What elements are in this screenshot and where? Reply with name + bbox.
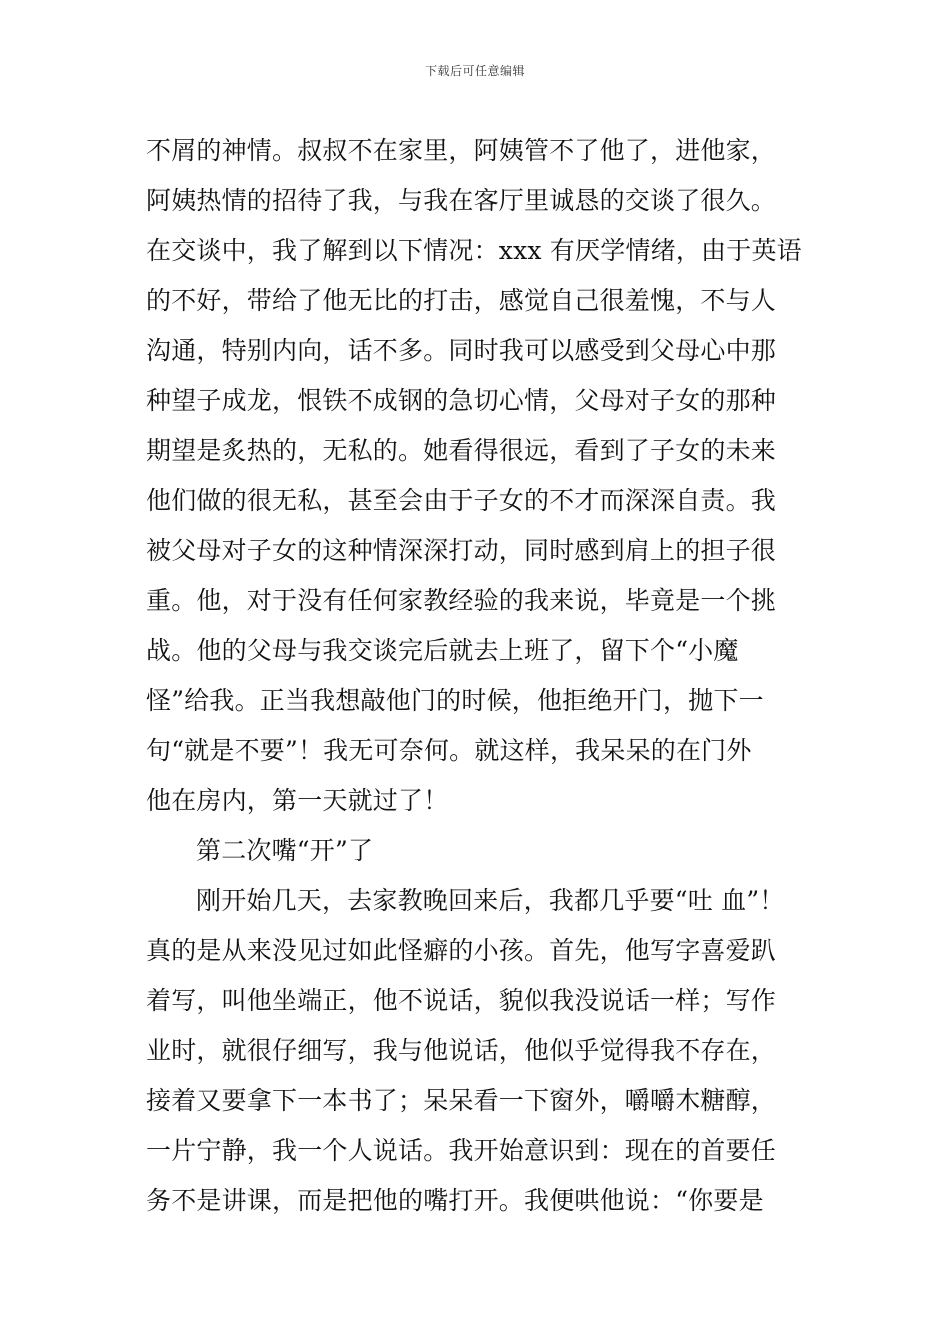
paragraph-line: 句“就是不要”！我无可奈何。就这样，我呆呆的在门外 — [146, 736, 752, 765]
paragraph-line: 在交谈中，我了解到以下情况：xxx 有厌学情绪，由于英语 — [146, 236, 802, 265]
paragraph-line: 业时，就很仔细写，我与他说话，他似乎觉得我不存在， — [146, 1036, 777, 1065]
paragraph-line: 刚开始几天，去家教晚回来后，我都几乎要“吐 血”！ — [196, 886, 785, 915]
page-header-note: 下载后可任意编辑 — [424, 64, 525, 78]
paragraph-line: 被父母对子女的这种情深深打动，同时感到肩上的担子很 — [146, 536, 777, 565]
paragraph-line: 种望子成龙，恨铁不成钢的急切心情，父母对子女的那种 — [146, 386, 777, 415]
paragraph-line: 沟通，特别内向，话不多。同时我可以感受到父母心中那 — [146, 336, 777, 365]
paragraph-line: 怪”给我。正当我想敲他门的时候，他拒绝开门，抛下一 — [146, 686, 764, 715]
document-body — [146, 126, 836, 1226]
section-heading: 第二次嘴“开”了 — [196, 836, 374, 865]
paragraph-line: 一片宁静，我一个人说话。我开始意识到：现在的首要任 — [146, 1136, 777, 1165]
paragraph-line: 战。他的父母与我交谈完后就去上班了，留下个“小魔 — [146, 636, 739, 665]
paragraph-line: 接着又要拿下一本书了；呆呆看一下窗外，嚼嚼木糖醇， — [146, 1086, 777, 1115]
paragraph-line: 阿姨热情的招待了我，与我在客厅里诚恳的交谈了很久。 — [146, 186, 777, 215]
paragraph-line: 的不好，带给了他无比的打击，感觉自己很羞愧，不与人 — [146, 286, 777, 315]
paragraph-line: 重。他，对于没有任何家教经验的我来说，毕竟是一个挑 — [146, 586, 777, 615]
paragraph-line: 不屑的神情。叔叔不在家里，阿姨管不了他了，进他家， — [146, 136, 777, 165]
paragraph-line: 着写，叫他坐端正，他不说话，貌似我没说话一样；写作 — [146, 986, 777, 1015]
paragraph-line: 他们做的很无私，甚至会由于子女的不才而深深自责。我 — [146, 486, 777, 515]
paragraph-line: 他在房内，第一天就过了！ — [146, 786, 449, 815]
paragraph-line: 期望是炙热的，无私的。她看得很远，看到了子女的未来 — [146, 436, 777, 465]
paragraph-line: 务不是讲课，而是把他的嘴打开。我便哄他说：“你要是 — [146, 1186, 764, 1215]
paragraph-line: 真的是从来没见过如此怪癖的小孩。首先，他写字喜爱趴 — [146, 936, 777, 965]
